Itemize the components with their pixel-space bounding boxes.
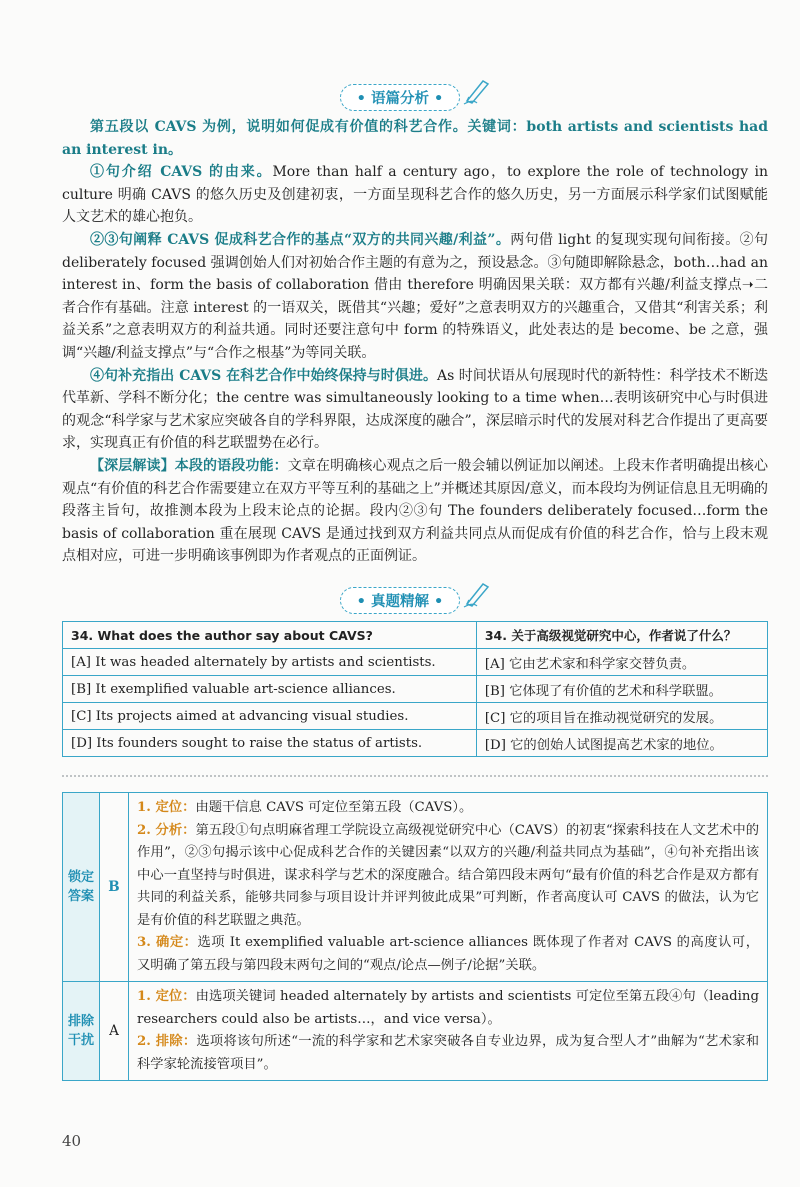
exclude-label: 排除 干扰: [63, 982, 100, 1081]
question-table: [62, 621, 768, 757]
option-c-zh: [C] 它的项目旨在推动视觉研究的发展。: [476, 703, 767, 730]
pen-icon: [463, 75, 493, 105]
analysis-point-2: ②③句阐释 CAVS 促成科艺合作的基点“双方的共同兴趣/利益”。两句借 light 的复现实现句间衔接。②句 deliberately focused 强调创始人们对初始合作主题的有意为之，预设悬念。③句随即解除悬念，both…had an interest in、form the basis of collaboration 借由 therefore 明确因果关联：双方都有兴趣/利益支撑点➝二者合作有基础。注意 interest 的一语双关，既借其“兴趣；爱好”之意表明双方的兴趣重合，又借其“利害关系；利益关系”之意表明双方的利益共通。同时还要注意句中 form 的特殊语义，此处表达的是 become、be 之意，强调“兴趣/利益支撑点”与“合作之根基”为等同关联。: [62, 231, 768, 361]
pen-icon: [463, 578, 493, 608]
dotted-divider: [62, 775, 768, 777]
option-row: [63, 730, 768, 757]
page-number: 40: [62, 1132, 82, 1150]
exclude-step: 1. 定位：由选项关键词 headed alternately by artists and scientists 可定位至第五段④句（leading researchers could also be artists…，and vice versa）。: [137, 989, 759, 1027]
option-a-en: [A] It was headed alternately by artists and scientists.: [63, 649, 477, 676]
analysis-summary: 第五段以 CAVS 为例，说明如何促成有价值的科艺合作。关键词：both artists and scientists had an interest in。: [62, 119, 768, 158]
lock-answer-row: [63, 793, 768, 982]
exclude-row: [63, 982, 768, 1081]
answer-table: [62, 792, 768, 1081]
analysis-deep-reading: 【深层解读】本段的语段功能：文章在明确核心观点之后一般会辅以例证加以阐述。上段末作者明确提出核心观点“有价值的科艺合作需要建立在双方平等互利的基础之上”并概述其原因/意义，而本段均为例证信息且无明确的段落主旨句，故推测本段为上段末论点的论据。段内②③句 The founders deliberately focused…form the basis of collaboration 重在展现 CAVS 是通过找到双方利益共同点从而促成有价值的科艺合作，恰与上段末观点相对应，可进一步明确该事例即为作者观点的正面例证。: [62, 457, 769, 565]
analysis-point-1: ①句介绍 CAVS 的由来。More than half a century ago，to explore the role of technology in culture 明确 CAVS 的悠久历史及创建初衷，一方面呈现科艺合作的悠久历史，另一方面展示科学家们试图赋能人文艺术的雄心抱负。: [62, 164, 768, 226]
exclude-body: [129, 982, 768, 1081]
option-row: [63, 676, 768, 703]
exam-banner: [0, 587, 800, 614]
analysis-banner: [0, 84, 800, 111]
option-row: [63, 649, 768, 676]
lock-answer-body: [129, 793, 768, 982]
analysis-point-3: ④句补充指出 CAVS 在科艺合作中始终保持与时俱进。As 时间状语从句展现时代的新特性：科学技术不断迭代革新、学科不断分化；the centre was simultaneously looking to a time when…表明该研究中心与时俱进的观念“科学家与艺术家应突破各自的学科界限，达成深度的融合”，深层暗示时代的发展对科艺合作提出了更高要求，实现真正有价值的科艺联盟势在必行。: [62, 367, 768, 452]
question-zh: 34. 关于高级视觉研究中心，作者说了什么？: [476, 622, 767, 649]
exclude-step: 2. 排除：选项将该句所述“一流的科学家和艺术家突破各自专业边界，成为复合型人才”曲解为“艺术家和科学家轮流接管项目”。: [137, 1034, 759, 1072]
option-b-zh: [B] 它体现了有价值的艺术和科学联盟。: [476, 676, 767, 703]
lock-step: 3. 确定：选项 It exemplified valuable art-science alliances 既体现了作者对 CAVS 的高度认可，又明确了第五段与第四段末两句之间的“观点/论点—例子/论据”关联。: [137, 935, 760, 973]
question-en: 34. What does the author say about CAVS?: [63, 622, 477, 649]
lock-answer-letter: B: [100, 793, 129, 982]
analysis-section: [62, 116, 768, 568]
lock-step: 2. 分析：第五段①句点明麻省理工学院设立高级视觉研究中心（CAVS）的初衷“探索科技在人文艺术中的作用”，②③句揭示该中心促成科艺合作的关键因素“以双方的兴趣/利益共同点为基础”，④句补充指出该中心一直坚持与时俱进，谋求科学与艺术的深度融合。结合第四段末两句“最有价值的科艺合作是双方都有共同的利益关系，能够共同参与项目设计并评判彼此成果”可判断，作者高度认可 CAVS 的做法，认为它是有价值的科艺联盟之典范。: [137, 822, 759, 928]
lock-step: 1. 定位：由题干信息 CAVS 可定位至第五段（CAVS）。: [137, 800, 473, 815]
exclude-letter: A: [100, 982, 129, 1081]
option-a-zh: [A] 它由艺术家和科学家交替负责。: [476, 649, 767, 676]
option-b-en: [B] It exemplified valuable art-science alliances.: [63, 676, 477, 703]
lock-answer-label: 锁定 答案: [63, 793, 100, 982]
option-d-zh: [D] 它的创始人试图提高艺术家的地位。: [476, 730, 767, 757]
option-row: [63, 703, 768, 730]
option-c-en: [C] Its projects aimed at advancing visual studies.: [63, 703, 477, 730]
option-d-en: [D] Its founders sought to raise the status of artists.: [63, 730, 477, 757]
question-row: [63, 622, 768, 649]
exam-banner-text: • 真题精解 •: [356, 594, 444, 610]
analysis-banner-text: • 语篇分析 •: [356, 91, 444, 107]
